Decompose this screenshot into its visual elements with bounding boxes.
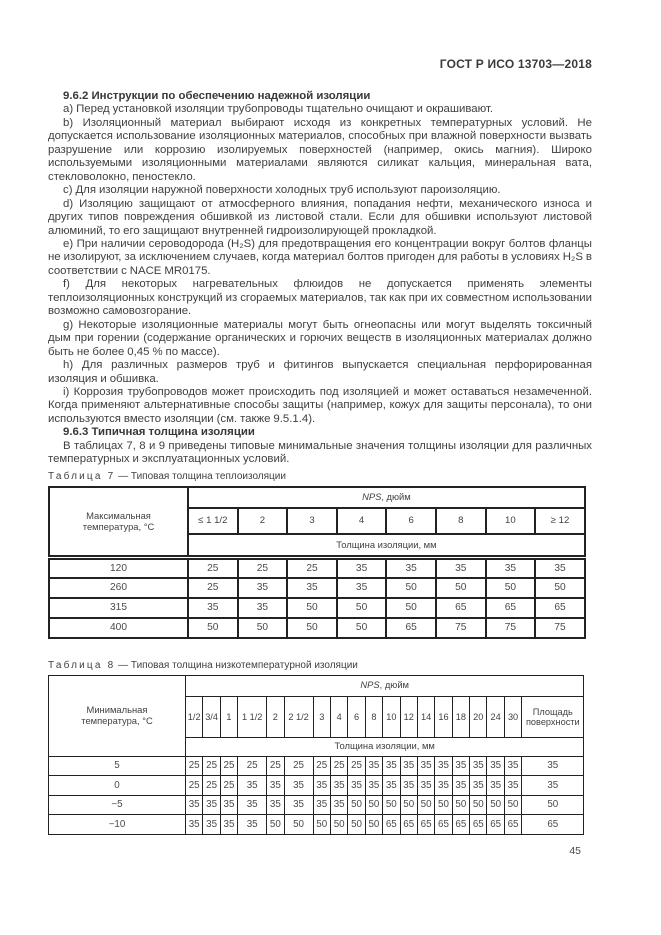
table-cell: 50 [535,578,585,598]
thickness-subheader: Толщина изоляции, мм [186,737,584,756]
column-header: Площадь поверхности [522,696,584,737]
table-cell: 50 [348,815,365,835]
table-cell: 35 [337,558,387,578]
table8-caption-text: — Типовая толщина низкотемпературной изоляции [118,659,358,671]
column-header: 10 [486,508,536,534]
table-low-temp-insulation [48,675,584,835]
table-cell: 25 [186,776,203,796]
table-cell: 50 [386,598,436,618]
table-cell: 50 [284,815,313,835]
table-row [49,578,585,598]
table-cell: 65 [386,618,436,638]
table-cell: 75 [486,618,536,638]
table-cell: 35 [383,776,400,796]
table-cell: 35 [386,558,436,578]
column-header: 10 [383,696,400,737]
column-header: ≤ 1 1/2 [188,508,238,534]
table-row [49,756,584,776]
table-cell: 50 [487,795,504,815]
table-cell: 35 [436,558,486,578]
table-cell: 35 [417,756,434,776]
table-row [49,598,585,618]
column-header: 18 [452,696,469,737]
table-cell: 50 [452,795,469,815]
nps-label: NPS [362,491,382,503]
column-header: 3/4 [203,696,220,737]
table-cell: 50 [400,795,417,815]
table-cell: 50 [470,795,487,815]
table-cell: 50 [486,578,536,598]
table-row [49,795,584,815]
table-cell: 25 [203,756,220,776]
table-cell: 35 [330,795,347,815]
paragraph: i) Коррозия трубопроводов может происходить под изоляцией и может оставаться незамеченной. Когда применяют альтернативные способы защиты (например, кожух для защиты персонала), то они используются вместо изоляции (см. также 9.5.1.4). [48,385,592,425]
column-header: ≥ 12 [535,508,585,534]
table8-caption-label: Таблица 8 [48,659,116,671]
table-cell: 65 [436,598,486,618]
table-cell: 65 [504,815,521,835]
paragraph: h) Для различных размеров труб и фитингов выпускается специальная перфорированная изоляция и обшивка. [48,359,592,385]
row-label: 0 [49,776,186,796]
table-cell: 50 [330,815,347,835]
nps-header [186,675,584,696]
row-label: 260 [49,578,188,598]
table-cell: 65 [535,598,585,618]
column-header: 30 [504,696,521,737]
table-cell: 25 [220,756,237,776]
section-heading-963: 9.6.3 Типичная толщина изоляции [63,426,255,439]
nps-header [188,487,585,508]
row-label: −5 [49,795,186,815]
paragraph: В таблицах 7, 8 и 9 приведены типовые минимальные значения толщины изоляции для различных температурных и эксплуатационных условий. [48,439,592,466]
table-cell: 35 [417,776,434,796]
section-963-paragraphs [48,440,592,467]
table-cell: 35 [365,776,382,796]
column-header: 2 [267,696,284,737]
table-cell: 75 [535,618,585,638]
table-cell: 35 [504,756,521,776]
column-header: 8 [436,508,486,534]
table-cell: 25 [330,756,347,776]
table-cell: 35 [238,776,267,796]
table7-caption-text: — Типовая толщина теплоизоляции [118,471,286,482]
section-heading-962: 9.6.2 Инструкции по обеспечению надежной изоляции [63,90,371,102]
paragraph: g) Некоторые изоляционные материалы могут быть огнеопасны или могут выделять токсичный дым при горении (содержание органических и горючих веществ в изоляционных материалах должно быть не более 0,45 % по массе). [48,318,592,358]
row-label: 5 [49,756,186,776]
table-cell: 35 [348,776,365,796]
column-header: 4 [337,508,387,534]
table-cell: 35 [435,756,452,776]
table-header-row [49,675,584,696]
table-cell: 35 [400,756,417,776]
thickness-subheader: Толщина изоляции, мм [188,534,585,558]
table-cell: 25 [238,756,267,776]
table-row [49,618,585,638]
section-962-paragraphs [48,103,592,426]
table7-caption [48,471,584,482]
table-cell: 50 [365,795,382,815]
table-cell: 50 [386,578,436,598]
page-number: 45 [569,845,581,857]
table-cell: 25 [267,756,284,776]
row-label: 315 [49,598,188,618]
table-cell: 35 [487,756,504,776]
column-header: 24 [487,696,504,737]
table-cell: 50 [287,598,337,618]
table-cell: 35 [452,776,469,796]
table-cell: 25 [313,756,330,776]
table-cell: 35 [522,776,584,796]
column-header: 2 [238,508,288,534]
table-cell: 65 [435,815,452,835]
table-cell: 35 [238,795,267,815]
table-cell: 50 [267,815,284,835]
row-label: 400 [49,618,188,638]
table-cell: 75 [436,618,486,638]
table-cell: 35 [330,776,347,796]
column-header: 1 1/2 [238,696,267,737]
table-cell: 35 [470,776,487,796]
table-cell: 35 [203,795,220,815]
table-cell: 65 [486,598,536,618]
table-cell: 65 [383,815,400,835]
table-cell: 35 [267,795,284,815]
paragraph: d) Изоляцию защищают от атмосферного влияния, попадания нефти, механического износа и других типов повреждения обшивкой из листовой стали. Если для обшивки используют листовой алюминий, то его защищают внутренней гидроизолирующей прокладкой. [48,197,592,237]
table-cell: 35 [452,756,469,776]
table-cell: 35 [365,756,382,776]
paragraph: b) Изоляционный материал выбирают исходя из конкретных температурных условий. Не допускается использование изоляционных материалов, способных при влажной поверхности вызвать разрушение или коррозию изолируемых поверхностей (например, окись магния). Широко используемыми изоляционными материалами являются силикат кальция, минеральная вата, стекловолокно, пеностекло. [48,116,592,183]
table-cell: 25 [348,756,365,776]
table-cell: 35 [284,776,313,796]
table-cell: 35 [220,795,237,815]
row-axis-header-label: Минимальная температура, °С [81,704,153,727]
table-body [49,558,585,638]
table-cell: 50 [313,815,330,835]
row-axis-header [49,675,186,756]
row-label: 120 [49,558,188,578]
table-cell: 50 [383,795,400,815]
body-text [48,90,592,467]
column-header: 4 [330,696,347,737]
table-cell: 35 [284,795,313,815]
table-cell: 35 [535,558,585,578]
table-cell: 35 [267,776,284,796]
table-body [49,756,584,834]
table-cell: 35 [400,776,417,796]
document-code-header: ГОСТ Р ИСО 13703—2018 [439,57,592,71]
table-cell: 50 [365,815,382,835]
column-header: 2 1/2 [284,696,313,737]
table-cell: 35 [435,776,452,796]
table-cell: 50 [188,618,238,638]
table-header-row [49,487,585,508]
table-cell: 50 [435,795,452,815]
column-header: 14 [417,696,434,737]
paragraph: f) Для некоторых нагревательных флюидов не допускается применять элементы теплоизоляционных конструкций из сгораемых материалов, так как при их совместном использовании возможно самовозгорание. [48,278,592,318]
table-cell: 35 [287,578,337,598]
table-cell: 35 [186,795,203,815]
column-header: 6 [348,696,365,737]
table-cell: 35 [313,776,330,796]
table-cell: 65 [522,815,584,835]
table-cell: 50 [238,618,288,638]
column-header: 16 [435,696,452,737]
table8-caption [48,660,584,671]
table-cell: 35 [470,756,487,776]
column-header: 3 [313,696,330,737]
table-cell: 25 [287,558,337,578]
table-cell: 35 [504,776,521,796]
table-cell: 25 [186,756,203,776]
table-cell: 65 [470,815,487,835]
table-cell: 25 [238,558,288,578]
table-cell: 65 [452,815,469,835]
column-header: 3 [287,508,337,534]
table-row [49,558,585,578]
table-cell: 35 [220,815,237,835]
table-cell: 50 [287,618,337,638]
table-cell: 50 [436,578,486,598]
table-cell: 35 [522,756,584,776]
table-cell: 65 [417,815,434,835]
row-label: −10 [49,815,186,835]
nps-label: NPS [360,679,380,691]
column-header: 12 [400,696,417,737]
table-row [49,815,584,835]
table-cell: 35 [337,578,387,598]
table-cell: 25 [188,558,238,578]
column-header: 1/2 [186,696,203,737]
paragraph: a) Перед установкой изоляции трубопроводы тщательно очищают и окрашивают. [63,103,494,116]
nps-unit-label: , дюйм [379,679,410,691]
table-cell: 35 [238,578,288,598]
table-row [49,776,584,796]
table7-caption-label: Таблица 7 [48,471,116,482]
table-cell: 35 [238,815,267,835]
tables-area [48,471,584,835]
table-cell: 25 [203,776,220,796]
table-cell: 35 [186,815,203,835]
table-cell: 50 [417,795,434,815]
table-cell: 50 [337,598,387,618]
table-cell: 35 [188,598,238,618]
row-axis-header [49,487,188,558]
table-cell: 25 [284,756,313,776]
table-cell: 65 [400,815,417,835]
nps-unit-label: , дюйм [381,491,411,503]
row-axis-header-label: Максимальная температура, °С [82,510,155,533]
column-header: 1 [220,696,237,737]
table-cell: 35 [486,558,536,578]
table-cell: 50 [337,618,387,638]
table-cell: 35 [487,776,504,796]
paragraph: c) Для изоляции наружной поверхности холодных труб используют пароизоляцию. [63,184,501,197]
table-cell: 35 [313,795,330,815]
table-cell: 65 [487,815,504,835]
column-header: 8 [365,696,382,737]
column-header: 20 [470,696,487,737]
table-cell: 50 [504,795,521,815]
table-cell: 50 [522,795,584,815]
table-cell: 35 [383,756,400,776]
table-cell: 25 [188,578,238,598]
table-cell: 35 [203,815,220,835]
table-heat-insulation [48,486,586,639]
table-cell: 35 [238,598,288,618]
paragraph: e) При наличии сероводорода (H₂S) для предотвращения его концентрации вокруг болтов фланцы не изолируют, за исключением случаев, когда материал болтов пригоден для работы в условиях H₂S в соответствии с NACE MR0175. [48,237,592,277]
column-header: 6 [386,508,436,534]
table-cell: 25 [220,776,237,796]
table-cell: 50 [348,795,365,815]
